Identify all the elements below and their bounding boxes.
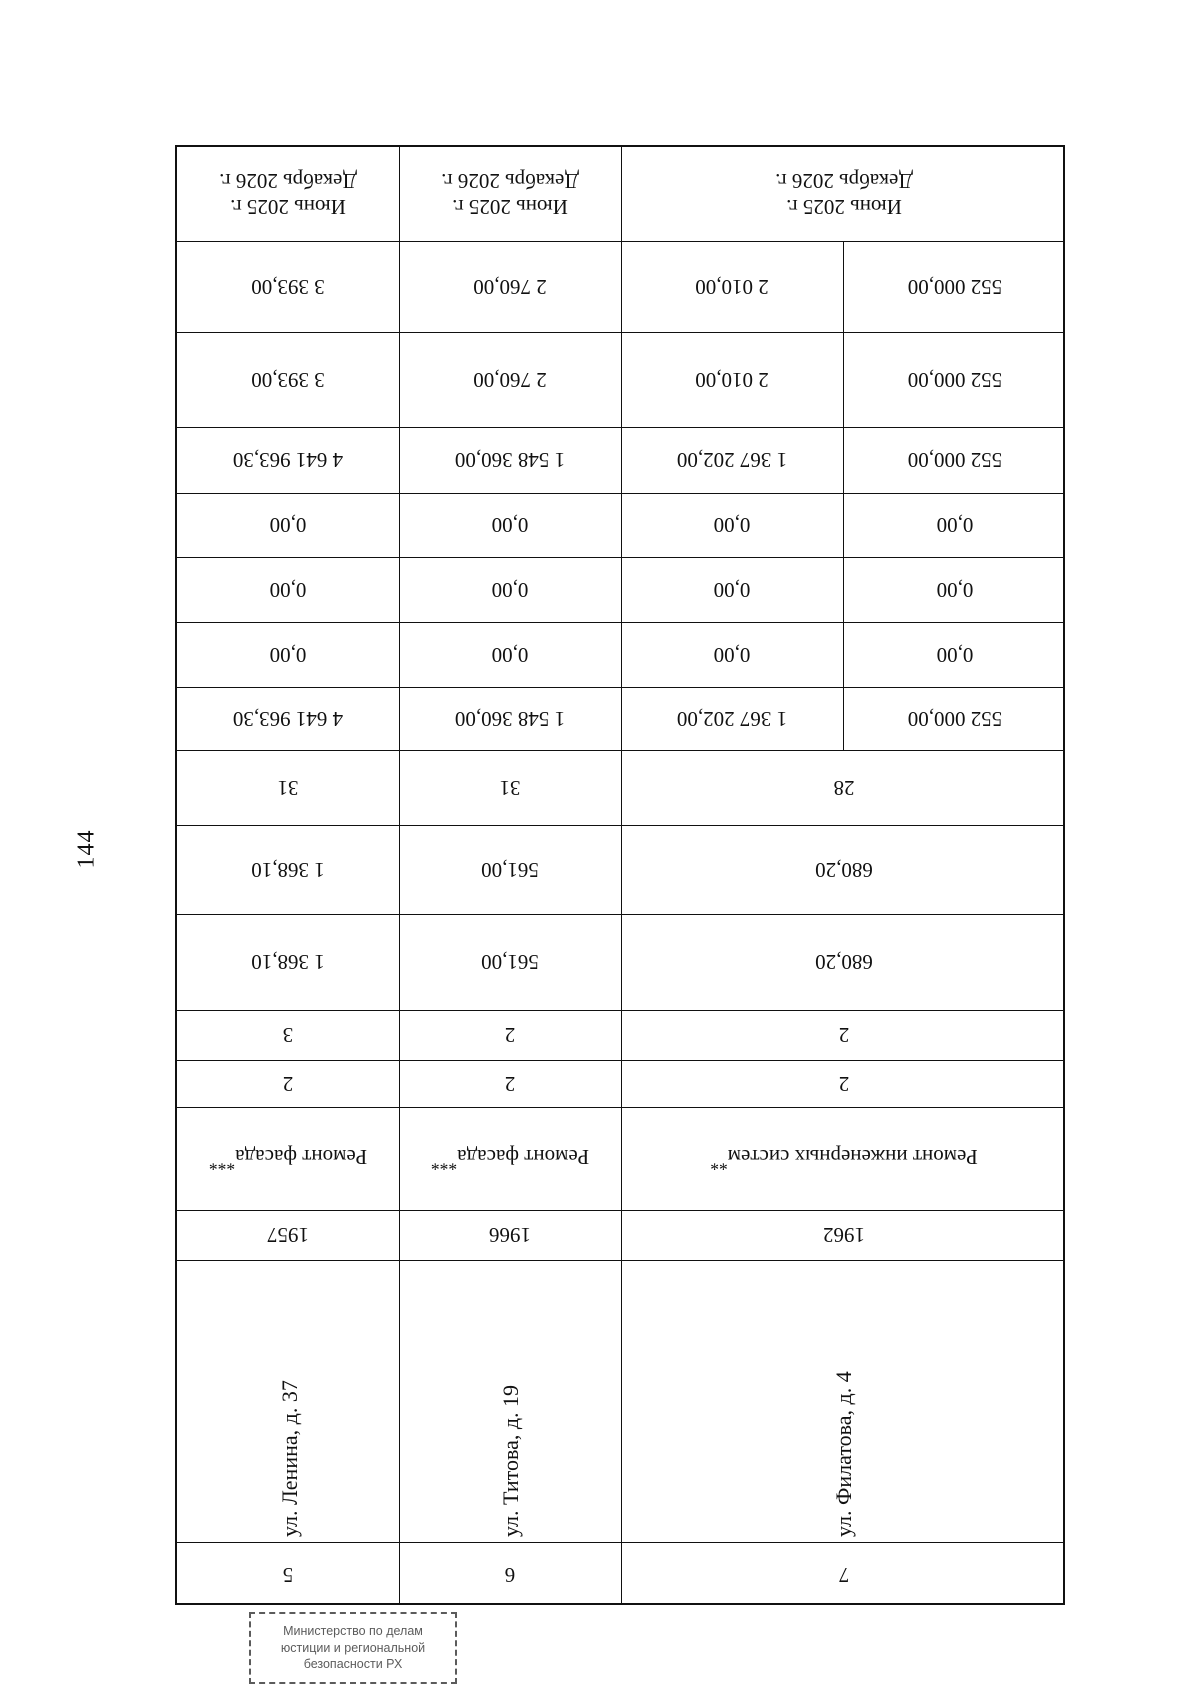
row5-cost-e: 4 641 963,30 bbox=[232, 448, 344, 473]
row6-number: 6 bbox=[504, 1562, 516, 1587]
row6-cost-b: 0,00 bbox=[491, 642, 529, 667]
row5-address: ул. Ленина, д. 37 bbox=[277, 1380, 302, 1537]
ministry-stamp bbox=[249, 1612, 457, 1684]
row6-period: Июнь 2025 г. Декабрь 2026 г. bbox=[441, 169, 579, 220]
row7-sub2-cost-b: 0,00 bbox=[936, 642, 974, 667]
row7-address: ул. Филатова, д. 4 bbox=[831, 1371, 856, 1537]
row6-col-b: 2 bbox=[504, 1023, 516, 1048]
row5-work-type: Ремонт фасада*** bbox=[208, 1144, 368, 1174]
row5-col-b: 3 bbox=[282, 1023, 294, 1048]
row7-sub2-cost-e: 552 000,00 bbox=[907, 448, 1003, 473]
row6-work-type: Ремонт фасада*** bbox=[430, 1144, 590, 1174]
row7-sub2-unit-cost-1: 552 000,00 bbox=[907, 367, 1003, 392]
row7-col-a: 2 bbox=[838, 1071, 850, 1096]
row7-number: 7 bbox=[838, 1562, 850, 1587]
row7-count: 28 bbox=[833, 775, 855, 800]
housing-repair-table bbox=[175, 145, 1065, 1605]
row7-sub2-unit-cost-2: 552 000,00 bbox=[907, 274, 1003, 299]
row6-unit-cost-1: 2 760,00 bbox=[473, 367, 547, 392]
row6-col-a: 2 bbox=[504, 1071, 516, 1096]
row5-area-1: 1 368,10 bbox=[251, 950, 325, 975]
row7-period: Июнь 2025 г. Декабрь 2026 г. bbox=[775, 169, 913, 220]
row6-address: ул. Титова, д. 19 bbox=[498, 1384, 523, 1537]
row7-year: 1962 bbox=[823, 1223, 865, 1248]
row5-count: 31 bbox=[277, 775, 299, 800]
row6-area-1: 561,00 bbox=[481, 950, 539, 975]
row7-sub1-cost-d: 0,00 bbox=[713, 513, 751, 538]
row5-cost-b: 0,00 bbox=[269, 642, 307, 667]
row5-period: Июнь 2025 г. Декабрь 2026 г. bbox=[219, 169, 357, 220]
row6-area-2: 561,00 bbox=[481, 857, 539, 882]
row6-cost-d: 0,00 bbox=[491, 513, 529, 538]
row7-sub2-cost-total: 552 000,00 bbox=[907, 706, 1003, 731]
row7-area-1: 680,20 bbox=[815, 950, 873, 975]
row7-sub1-unit-cost-1: 2 010,00 bbox=[695, 367, 769, 392]
row6-year: 1966 bbox=[489, 1223, 531, 1248]
row7-sub1-cost-b: 0,00 bbox=[713, 642, 751, 667]
row5-year: 1957 bbox=[267, 1223, 309, 1248]
row7-sub1-cost-c: 0,00 bbox=[713, 577, 751, 602]
stamp-line-2: юстиции и региональной bbox=[280, 1640, 426, 1655]
row5-area-2: 1 368,10 bbox=[251, 857, 325, 882]
row7-sub1-unit-cost-2: 2 010,00 bbox=[695, 274, 769, 299]
page-number: 144 bbox=[73, 829, 100, 869]
row6-cost-total: 1 548 360,00 bbox=[454, 706, 566, 731]
stamp-line-1: Министерство по делам bbox=[283, 1623, 423, 1638]
row5-cost-c: 0,00 bbox=[269, 577, 307, 602]
row7-sub1-cost-total: 1 367 202,00 bbox=[676, 706, 788, 731]
row7-work-type: Ремонт инженерных систем** bbox=[710, 1144, 978, 1174]
row7-col-b: 2 bbox=[838, 1023, 850, 1048]
row5-unit-cost-1: 3 393,00 bbox=[251, 367, 325, 392]
row6-cost-e: 1 548 360,00 bbox=[454, 448, 566, 473]
stamp-line-3: безопасности РХ bbox=[303, 1657, 403, 1672]
row6-unit-cost-2: 2 760,00 bbox=[473, 274, 547, 299]
row6-count: 31 bbox=[499, 775, 521, 800]
row7-sub1-cost-e: 1 367 202,00 bbox=[676, 448, 788, 473]
row7-sub2-cost-d: 0,00 bbox=[936, 513, 974, 538]
row5-col-a: 2 bbox=[282, 1071, 294, 1096]
row7-area-2: 680,20 bbox=[815, 857, 873, 882]
row5-unit-cost-2: 3 393,00 bbox=[251, 274, 325, 299]
row5-cost-d: 0,00 bbox=[269, 513, 307, 538]
row7-sub2-cost-c: 0,00 bbox=[936, 577, 974, 602]
row5-number: 5 bbox=[282, 1562, 294, 1587]
row6-cost-c: 0,00 bbox=[491, 577, 529, 602]
row5-cost-total: 4 641 963,30 bbox=[232, 706, 344, 731]
